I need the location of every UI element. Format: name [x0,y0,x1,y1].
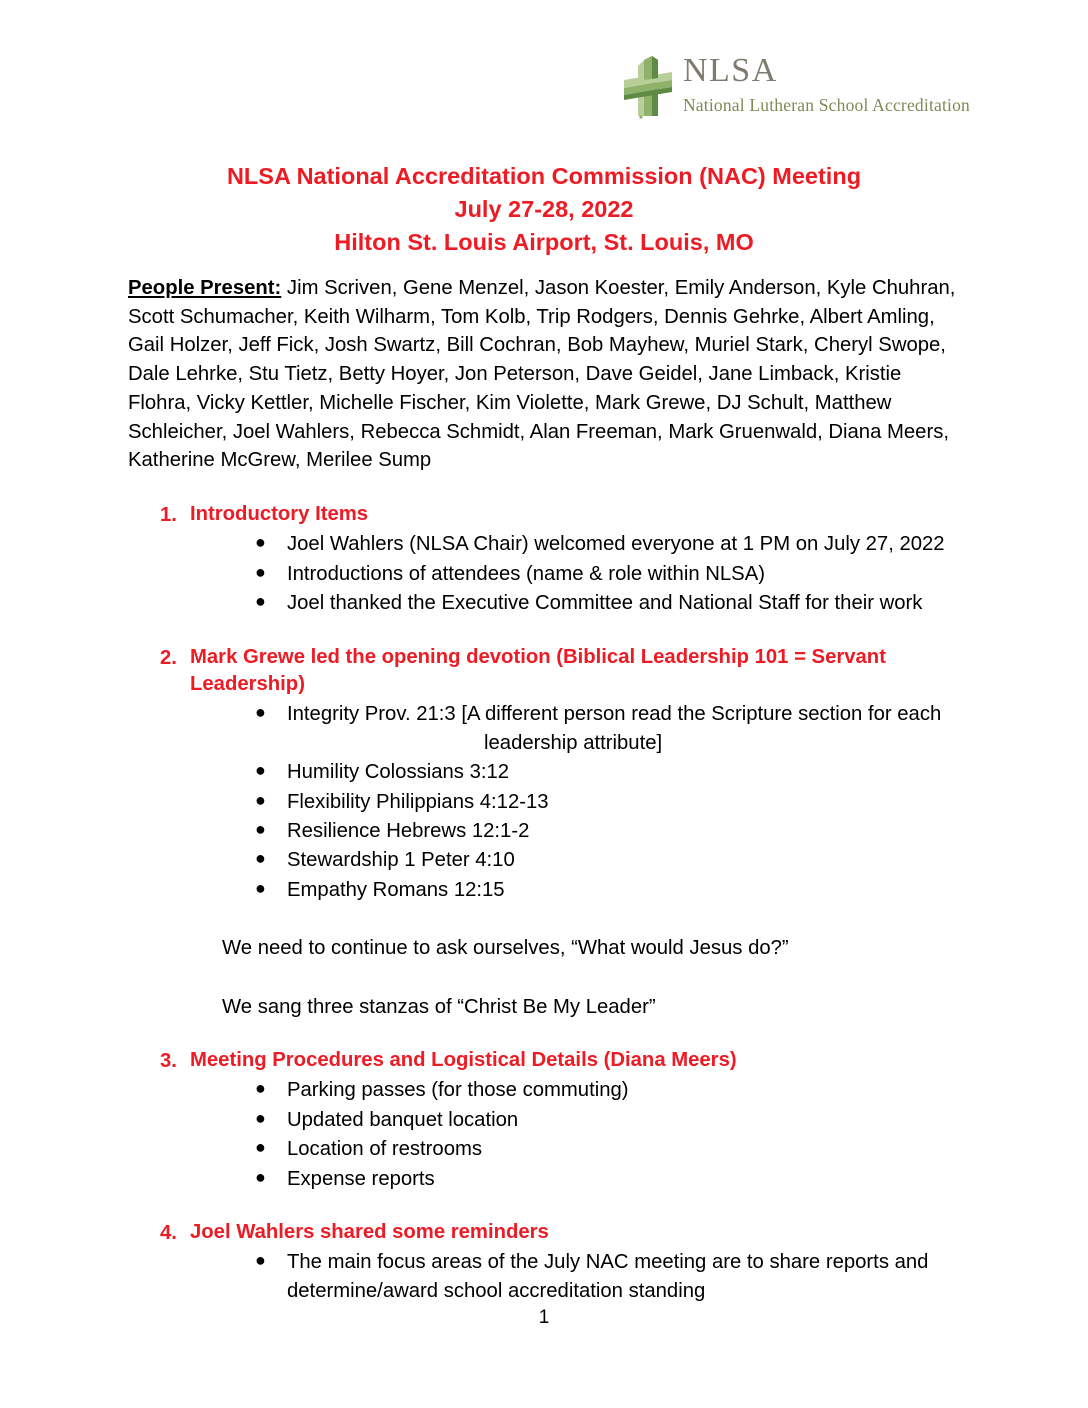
page-number: 1 [538,1307,550,1328]
section-number: 1. [160,504,177,527]
section-heading: Meeting Procedures and Logistical Details (Diana Meers) [190,1049,737,1072]
nlsa-logo-title: NLSA [682,52,778,89]
section-meeting-procedures [128,1047,966,1193]
list-item [160,758,966,786]
nlsa-cross-logo-icon [622,54,674,120]
section-introductory-items [128,501,966,618]
bullet-dot-icon: ● [255,1166,266,1187]
list-item [160,1165,966,1193]
bullet-dot-icon: ● [255,532,266,553]
section-heading: Mark Grewe led the opening devotion (Biblical Leadership 101 = Servant Leadership) [190,645,886,696]
list-item-text: Joel thanked the Executive Committee and National Staff for their work [287,592,923,615]
section-bullet-list [160,1248,966,1305]
section-opening-devotion [128,644,966,1021]
bullet-dot-icon: ● [255,877,266,898]
bullet-dot-icon: ● [255,1107,266,1128]
list-item-text: Resilience Hebrews 12:1-2 [287,820,530,843]
list-item [160,589,966,617]
section-reminders [128,1219,966,1305]
document-body [128,274,966,1306]
section-bullet-list [160,700,966,904]
list-item-text: Empathy Romans 12:15 [287,878,505,901]
devotion-reflection-paragraph: We need to continue to ask ourselves, “What would Jesus do?” [222,937,789,960]
list-item-text: Stewardship 1 Peter 4:10 [287,849,515,872]
devotion-hymn-paragraph: We sang three stanzas of “Christ Be My Leader” [222,995,656,1018]
bullet-dot-icon: ● [255,702,266,723]
bullet-dot-icon: ● [255,1137,266,1158]
section-bullet-list [160,530,966,617]
bullet-dot-icon: ● [255,561,266,582]
list-item [160,560,966,588]
list-item [160,700,966,757]
people-present-label: People Present: [128,277,282,299]
list-item [160,817,966,845]
section-bullet-list [160,1076,966,1193]
list-item-text: Expense reports [287,1167,435,1190]
list-item [160,788,966,816]
list-item-text: Updated banquet location [287,1108,519,1131]
nlsa-logo-text [683,52,970,116]
list-item-text: Joel Wahlers (NLSA Chair) welcomed everyone at 1 PM on July 27, 2022 [287,533,945,556]
list-item-text: Introductions of attendees (name & role within NLSA) [287,562,765,585]
nlsa-logo-subtitle: National Lutheran School Accreditation [682,95,970,115]
people-present-paragraph [128,274,966,475]
list-item [160,1106,966,1134]
list-item [160,846,966,874]
list-item [160,1135,966,1163]
list-item-text: Humility Colossians 3:12 [287,761,510,784]
list-item-continuation: determine/award school accreditation standing [287,1279,706,1302]
title-line-1: NLSA National Accreditation Commission (NAC) Meeting [226,163,862,189]
list-item-text: Integrity Prov. 21:3 [A different person read the Scripture section for each [287,703,942,726]
title-line-2: July 27-28, 2022 [454,195,634,222]
page-title [0,160,1088,259]
title-line-3: Hilton St. Louis Airport, St. Louis, MO [334,228,754,255]
section-heading: Joel Wahlers shared some reminders [190,1221,549,1244]
bullet-dot-icon: ● [255,819,266,840]
people-present-names: Jim Scriven, Gene Menzel, Jason Koester, Emily Anderson, Kyle Chuhran, Scott Schumacher, Keith Wilharm, Tom Kolb, Trip Rodgers, Dennis Gehrke, Albert Amling, Gail Holzer, Jeff Fick, Josh Swartz, Bill Cochran, Bob Mayhew, Muriel Stark, Cheryl Swope, Dale Lehrke, Stu Tietz, Betty Hoyer, Jon Peterson, Dave Geidel, Jane Limback, Kristie Flohra, Vicky Kettler, Michelle Fischer, Kim Violette, Mark Grewe, DJ Schult, Matthew Schleicher, Joel Wahlers, Rebecca Schmidt, Alan Freeman, Mark Gruenwald, Diana Meers, Katherine McGrew, Merilee Sump [128,277,956,472]
nlsa-logo [622,52,970,120]
section-heading: Introductory Items [190,503,369,526]
section-number: 3. [160,1050,177,1073]
list-item-continuation: leadership attribute] [484,731,663,754]
list-item [160,530,966,558]
section-number: 2. [160,646,177,669]
list-item [160,1076,966,1104]
bullet-dot-icon: ● [255,848,266,869]
list-item [160,1248,966,1305]
list-item-text: Location of restrooms [287,1138,483,1161]
list-item [160,876,966,904]
bullet-dot-icon: ● [255,1078,266,1099]
list-item-text: Parking passes (for those commuting) [287,1079,629,1102]
bullet-dot-icon: ● [255,591,266,612]
bullet-dot-icon: ● [255,789,266,810]
bullet-dot-icon: ● [255,760,266,781]
section-number: 4. [160,1222,177,1245]
list-item-text: The main focus areas of the July NAC meeting are to share reports and [287,1251,929,1274]
bullet-dot-icon: ● [255,1250,266,1271]
list-item-text: Flexibility Philippians 4:12-13 [287,790,549,813]
